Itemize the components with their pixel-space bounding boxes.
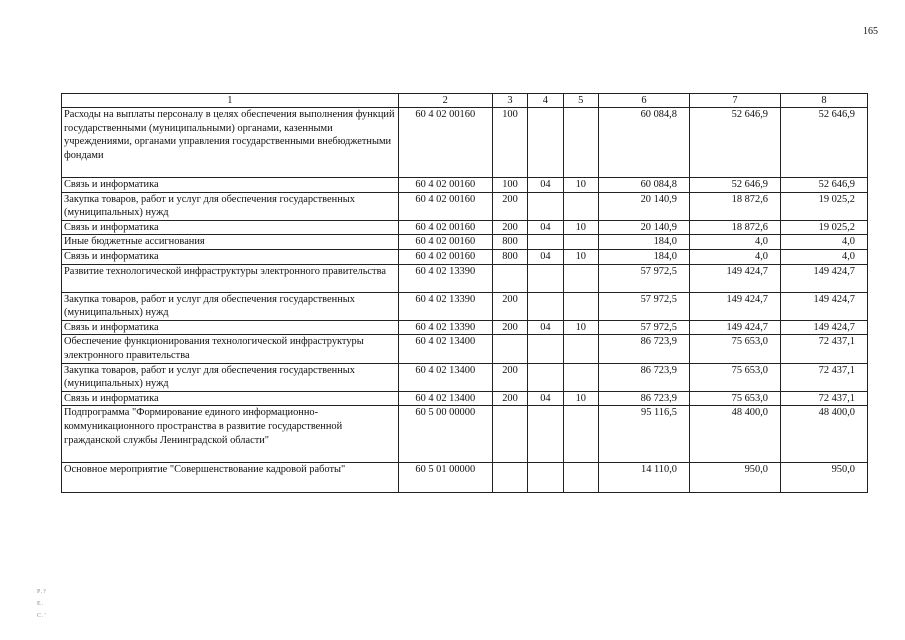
cell-amount: 48 400,0	[689, 406, 780, 463]
cell-code: 60 5 01 00000	[398, 463, 492, 493]
cell-subsection	[563, 108, 598, 178]
table-row	[62, 463, 868, 493]
cell-amount: 149 424,7	[689, 264, 780, 292]
column-header: 4	[528, 94, 563, 108]
cell-name: Связь и информатика	[62, 249, 399, 264]
cell-code: 60 4 02 00160	[398, 249, 492, 264]
cell-amount: 184,0	[598, 235, 689, 250]
cell-amount: 149 424,7	[781, 320, 868, 335]
table-row	[62, 108, 868, 178]
cell-amount: 57 972,5	[598, 320, 689, 335]
cell-amount: 4,0	[781, 235, 868, 250]
cell-expense-type: 800	[492, 235, 527, 250]
cell-code: 60 4 02 13400	[398, 363, 492, 391]
cell-code: 60 4 02 00160	[398, 235, 492, 250]
cell-name: Закупка товаров, работ и услуг для обеспечения государственных (муниципальных) нужд	[62, 363, 399, 391]
table-row	[62, 235, 868, 250]
cell-section	[528, 292, 563, 320]
cell-name: Закупка товаров, работ и услуг для обеспечения государственных (муниципальных) нужд	[62, 292, 399, 320]
column-header: 2	[398, 94, 492, 108]
cell-section: 04	[528, 320, 563, 335]
cell-subsection	[563, 406, 598, 463]
cell-subsection	[563, 363, 598, 391]
cell-subsection	[563, 463, 598, 493]
cell-name: Связь и информатика	[62, 320, 399, 335]
cell-code: 60 4 02 00160	[398, 108, 492, 178]
cell-amount: 20 140,9	[598, 220, 689, 235]
cell-subsection	[563, 335, 598, 363]
cell-code: 60 4 02 13390	[398, 292, 492, 320]
cell-expense-type: 200	[492, 391, 527, 406]
cell-code: 60 4 02 00160	[398, 220, 492, 235]
page-number: 165	[863, 26, 878, 37]
cell-amount: 48 400,0	[781, 406, 868, 463]
cell-expense-type: 200	[492, 363, 527, 391]
cell-expense-type	[492, 335, 527, 363]
cell-amount: 72 437,1	[781, 335, 868, 363]
cell-amount: 950,0	[781, 463, 868, 493]
table-row	[62, 192, 868, 220]
cell-section	[528, 235, 563, 250]
cell-section	[528, 108, 563, 178]
cell-expense-type: 200	[492, 192, 527, 220]
table-header-row	[62, 94, 868, 108]
cell-section: 04	[528, 391, 563, 406]
cell-name: Связь и информатика	[62, 178, 399, 193]
cell-amount: 75 653,0	[689, 391, 780, 406]
cell-subsection	[563, 192, 598, 220]
cell-section: 04	[528, 178, 563, 193]
table-body	[62, 108, 868, 493]
table-row	[62, 178, 868, 193]
scan-mark: Е.	[37, 601, 45, 607]
cell-amount: 149 424,7	[781, 264, 868, 292]
cell-subsection: 10	[563, 220, 598, 235]
table-row	[62, 363, 868, 391]
cell-expense-type	[492, 406, 527, 463]
cell-amount: 86 723,9	[598, 363, 689, 391]
table-row	[62, 220, 868, 235]
cell-code: 60 4 02 13390	[398, 264, 492, 292]
cell-code: 60 4 02 13400	[398, 391, 492, 406]
cell-name: Развитие технологической инфраструктуры электронного правительства	[62, 264, 399, 292]
table-row	[62, 249, 868, 264]
table-row	[62, 335, 868, 363]
cell-subsection: 10	[563, 249, 598, 264]
column-header: 3	[492, 94, 527, 108]
cell-subsection: 10	[563, 391, 598, 406]
cell-amount: 52 646,9	[781, 108, 868, 178]
cell-code: 60 4 02 13390	[398, 320, 492, 335]
cell-amount: 95 116,5	[598, 406, 689, 463]
cell-subsection: 10	[563, 178, 598, 193]
cell-name: Расходы на выплаты персоналу в целях обеспечения выполнения функций государственными (муниципальными) органами, казенными учреждениями, органами управления государственными внебюджетными фондами	[62, 108, 399, 178]
cell-expense-type	[492, 264, 527, 292]
cell-name: Связь и информатика	[62, 391, 399, 406]
cell-expense-type: 200	[492, 292, 527, 320]
column-header: 6	[598, 94, 689, 108]
cell-name: Подпрограмма "Формирование единого информационно-коммуникационного пространства в развитие государственной гражданской службы Ленинградской области"	[62, 406, 399, 463]
cell-name: Обеспечение функционирования технологической инфраструктуры электронного правительства	[62, 335, 399, 363]
cell-amount: 57 972,5	[598, 292, 689, 320]
table-row	[62, 320, 868, 335]
cell-amount: 18 872,6	[689, 192, 780, 220]
cell-section	[528, 463, 563, 493]
cell-subsection	[563, 264, 598, 292]
cell-amount: 20 140,9	[598, 192, 689, 220]
cell-name: Закупка товаров, работ и услуг для обеспечения государственных (муниципальных) нужд	[62, 192, 399, 220]
cell-expense-type	[492, 463, 527, 493]
cell-expense-type: 100	[492, 108, 527, 178]
cell-amount: 60 084,8	[598, 108, 689, 178]
cell-amount: 52 646,9	[781, 178, 868, 193]
budget-table	[61, 93, 868, 493]
cell-subsection	[563, 235, 598, 250]
cell-amount: 72 437,1	[781, 363, 868, 391]
table-row	[62, 391, 868, 406]
cell-amount: 950,0	[689, 463, 780, 493]
cell-amount: 14 110,0	[598, 463, 689, 493]
cell-expense-type: 200	[492, 320, 527, 335]
cell-subsection	[563, 292, 598, 320]
cell-amount: 60 084,8	[598, 178, 689, 193]
cell-section	[528, 192, 563, 220]
cell-amount: 75 653,0	[689, 363, 780, 391]
scan-mark: С.'	[37, 613, 47, 619]
cell-expense-type: 800	[492, 249, 527, 264]
cell-expense-type: 200	[492, 220, 527, 235]
cell-code: 60 4 02 00160	[398, 178, 492, 193]
cell-amount: 4,0	[781, 249, 868, 264]
cell-section	[528, 363, 563, 391]
cell-section	[528, 264, 563, 292]
cell-expense-type: 100	[492, 178, 527, 193]
cell-section	[528, 406, 563, 463]
cell-amount: 72 437,1	[781, 391, 868, 406]
cell-name: Иные бюджетные ассигнования	[62, 235, 399, 250]
table-row	[62, 264, 868, 292]
cell-amount: 86 723,9	[598, 391, 689, 406]
column-header: 7	[689, 94, 780, 108]
cell-amount: 149 424,7	[689, 292, 780, 320]
cell-section: 04	[528, 220, 563, 235]
cell-amount: 149 424,7	[781, 292, 868, 320]
cell-amount: 75 653,0	[689, 335, 780, 363]
cell-amount: 18 872,6	[689, 220, 780, 235]
cell-name: Основное мероприятие "Совершенствование кадровой работы"	[62, 463, 399, 493]
scan-mark: Р.?	[37, 589, 47, 595]
cell-amount: 4,0	[689, 235, 780, 250]
column-header: 8	[781, 94, 868, 108]
cell-amount: 52 646,9	[689, 108, 780, 178]
cell-section: 04	[528, 249, 563, 264]
cell-amount: 19 025,2	[781, 220, 868, 235]
cell-code: 60 5 00 00000	[398, 406, 492, 463]
cell-code: 60 4 02 00160	[398, 192, 492, 220]
cell-amount: 149 424,7	[689, 320, 780, 335]
cell-amount: 57 972,5	[598, 264, 689, 292]
cell-section	[528, 335, 563, 363]
cell-name: Связь и информатика	[62, 220, 399, 235]
column-header: 5	[563, 94, 598, 108]
cell-amount: 86 723,9	[598, 335, 689, 363]
cell-amount: 184,0	[598, 249, 689, 264]
cell-amount: 52 646,9	[689, 178, 780, 193]
table-row	[62, 406, 868, 463]
cell-amount: 4,0	[689, 249, 780, 264]
table-row	[62, 292, 868, 320]
column-header: 1	[62, 94, 399, 108]
cell-code: 60 4 02 13400	[398, 335, 492, 363]
cell-amount: 19 025,2	[781, 192, 868, 220]
cell-subsection: 10	[563, 320, 598, 335]
